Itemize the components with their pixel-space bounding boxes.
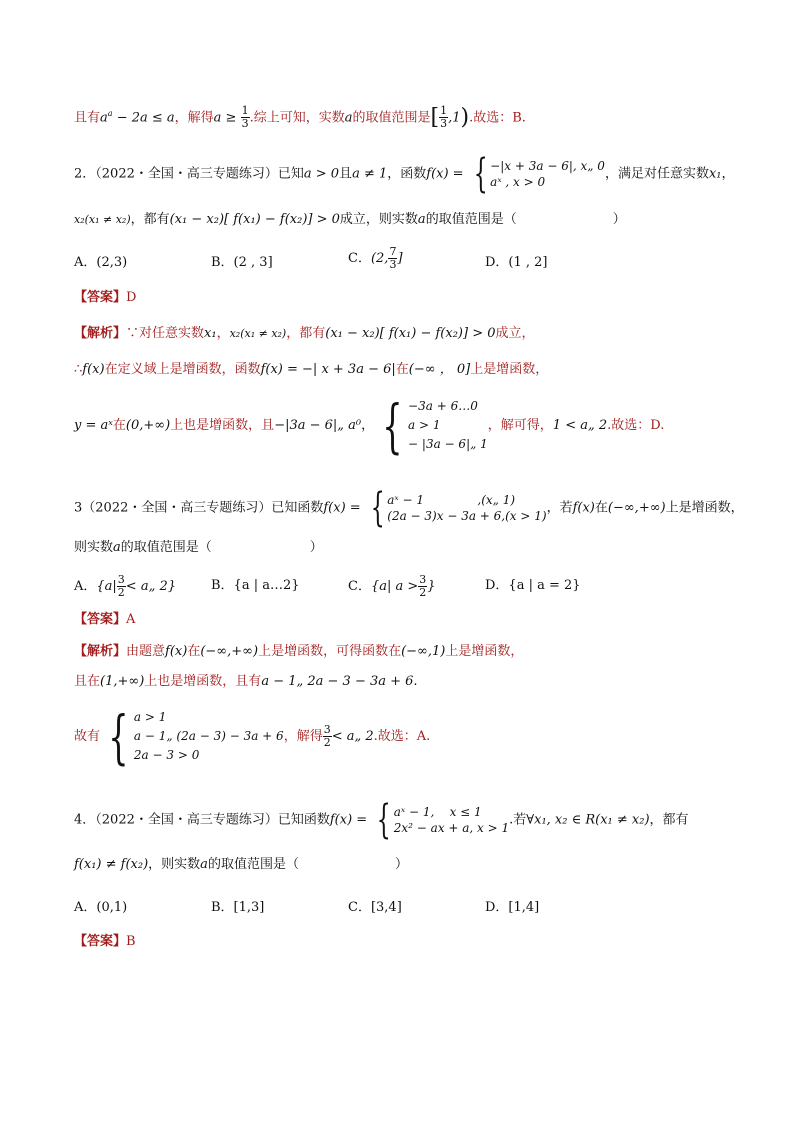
q3-option-a[interactable]: A．{a| $\frac{3}{2}$ < a„ 2}: [74, 573, 176, 599]
text: 上是增函数，: [665, 500, 744, 516]
system: { a > 1 a − 1„ (2a − 3) − 3a + 6 2a − 3 > 0: [108, 702, 284, 771]
option-letter: C．: [348, 251, 371, 266]
text: ，: [721, 166, 735, 182]
text: ∴: [74, 362, 83, 377]
text: ，满足对任意实数: [604, 166, 709, 182]
text: 上是增函数，可得函数在: [258, 644, 402, 659]
math: (2,: [370, 251, 389, 266]
q4-answer: [74, 932, 136, 952]
answer-value: D: [126, 290, 137, 305]
q2-option-d[interactable]: D．(1 , 2]: [485, 255, 548, 270]
q2-solution-line2: [74, 360, 548, 380]
math: x₂(x₁ ≠ x₂): [74, 213, 131, 226]
math: a − 1„ 2a − 3 − 3a + 6: [261, 674, 414, 689]
math: (1,+∞): [100, 674, 145, 689]
fraction: $\frac{3}{2}$: [323, 723, 331, 749]
math: a ≠ 1: [352, 166, 388, 182]
text: ，则实数: [148, 857, 201, 872]
text: ）: [612, 212, 626, 227]
q3-answer: [74, 610, 135, 630]
text: .若: [509, 812, 527, 828]
text: 则实数: [74, 540, 114, 555]
text: 在: [187, 644, 201, 659]
text: 成立，: [495, 326, 535, 341]
math: y = aˣ: [74, 418, 113, 433]
answer-tag: 【答案】: [74, 290, 127, 305]
intro-line: 且有$a^a - 2a \le a$，解得a ≥ $\frac{1}{3}$ .综上可知，实数a的取值范围是[ $\frac{1}{3}$ ,1).故选：B.: [74, 104, 526, 131]
text: ，: [361, 418, 375, 433]
math: a: [200, 857, 208, 872]
q2-option-a[interactable]: A．(2,3): [74, 255, 128, 270]
q4-stem-line2: [74, 855, 408, 875]
math: f(x) = −| x + 3a − 6|: [260, 362, 396, 377]
q3-stem-line2: [74, 538, 323, 558]
solution-tag: 【解析】: [74, 326, 127, 341]
q4-option-c[interactable]: C．[3,4]: [348, 900, 402, 915]
q2-stem-line2: [74, 210, 626, 230]
text: ，若: [546, 500, 573, 516]
text: 且在: [74, 674, 101, 689]
q4-option-d[interactable]: D．[1,4]: [485, 900, 540, 915]
text: ，: [216, 326, 230, 341]
text: 在: [112, 418, 126, 433]
math: ,1: [448, 110, 461, 126]
q3-solution-line2: [74, 672, 418, 692]
math: ∀x₁, x₂ ∈ R(x₁ ≠ x₂): [526, 812, 650, 828]
math: (0,+∞): [125, 418, 171, 433]
piecewise: { aˣ − 1, x ≤ 1 2x² − ax + a, x > 1: [377, 797, 510, 843]
math: a: [344, 110, 353, 126]
q2-option-c[interactable]: [348, 246, 403, 271]
text: 的取值范围是（: [207, 857, 299, 872]
q3-option-d[interactable]: D．{a | a = 2}: [485, 578, 581, 593]
q2-solution-line3: [74, 391, 665, 460]
text: .故选：A.: [373, 729, 431, 744]
text: ∵对任意实数: [126, 326, 205, 341]
piecewise: { −|x + 3a − 6|, x„ 0 aˣ , x > 0: [473, 151, 605, 197]
text: 由题意: [126, 644, 166, 659]
text: 成立，则实数: [339, 212, 418, 227]
math: −|3a − 6|„ a⁰: [274, 418, 362, 433]
piecewise: { aˣ − 1 ,(x„ 1) (2a − 3)x − 3a + 6,(x > 1): [370, 485, 547, 531]
math: (x₁ − x₂)[ f(x₁) − f(x₂)] > 0: [169, 212, 340, 227]
text: 上也是增函数，且有: [144, 674, 262, 689]
text: 的取值范围是: [352, 110, 431, 126]
math: (−∞,1): [401, 644, 446, 659]
math: (x₁ − x₂)[ f(x₁) − f(x₂)] > 0: [325, 326, 496, 341]
q2-answer: [74, 288, 136, 308]
text: ，都有: [286, 326, 326, 341]
q4-option-b[interactable]: B．[1,3]: [211, 900, 265, 915]
answer-tag: 【答案】: [74, 934, 127, 949]
text: ，解可得，: [487, 418, 553, 433]
text: 上是增函数，: [470, 362, 549, 377]
text: 上也是增函数，且: [170, 418, 275, 433]
math: f(x) =: [329, 812, 372, 828]
math: 1 < a„ 2: [552, 418, 608, 433]
math: − 2a ≤ a: [112, 110, 175, 126]
text: ，函数: [387, 166, 427, 182]
text: 且: [339, 166, 353, 182]
text: .故选：B.: [469, 110, 526, 126]
math: f(x) =: [323, 500, 365, 516]
q3-solution-line1: [74, 642, 523, 662]
q2-solution-line1: [74, 324, 535, 344]
math: x₁: [204, 326, 217, 341]
text: 故有: [74, 729, 101, 744]
math: a: [113, 540, 121, 555]
text: 的取值范围是（: [425, 212, 517, 227]
math: < a„ 2: [331, 729, 374, 744]
answer-tag: 【答案】: [74, 612, 127, 627]
q2-option-b[interactable]: B．(2 , 3]: [211, 255, 273, 270]
system: { −3a + 6…0 a > 1 − |3a − 6|„ 1: [382, 391, 488, 460]
q3-option-b[interactable]: B．{a | a…2}: [211, 578, 300, 593]
math: (−∞,+∞): [607, 500, 666, 516]
text: ）: [394, 857, 408, 872]
math: f(x): [572, 500, 595, 516]
fraction: $\frac{3}{2}$: [419, 573, 427, 599]
math: x₂(x₁ ≠ x₂): [229, 327, 287, 340]
math: ]: [397, 251, 403, 266]
answer-value: B: [126, 934, 136, 949]
q3-solution-line3: [74, 702, 431, 771]
math: (−∞,+∞): [200, 644, 259, 659]
text: .综上可知，实数: [249, 110, 345, 126]
text: .: [413, 674, 418, 689]
q3-option-c[interactable]: C．{a| a > $\frac{3}{2}$ }: [348, 573, 436, 599]
fraction: $\frac{1}{3}$: [440, 104, 448, 131]
text: 在: [594, 500, 608, 516]
fraction: $\frac{7}{3}$: [389, 245, 397, 271]
text: ）: [309, 540, 323, 555]
text: ，解得: [283, 729, 323, 744]
text: ，都有: [130, 212, 170, 227]
text: 上是增函数，: [445, 644, 524, 659]
text: ，都有: [649, 812, 689, 828]
math: x₁: [708, 166, 722, 182]
text: 的取值范围是（: [120, 540, 212, 555]
q4-head: 4．（2022・全国・高三专题练习）已知函数: [74, 812, 330, 828]
fraction: $\frac{1}{3}$: [241, 104, 249, 131]
q2-stem-line1: [74, 151, 735, 197]
math: a: [100, 110, 108, 126]
math: f(x): [82, 362, 105, 377]
math: a > 0: [303, 166, 340, 182]
math-sup: a: [107, 109, 113, 118]
text: .故选：D.: [607, 418, 665, 433]
q3-stem-line1: [74, 485, 744, 531]
math: f(x) =: [426, 166, 468, 182]
q4-stem-line1: [74, 797, 689, 843]
math: f(x): [165, 644, 188, 659]
text: 在: [395, 362, 409, 377]
answer-value: A: [126, 612, 136, 627]
q3-head: 3（2022・全国・高三专题练习）已知函数: [74, 500, 324, 516]
fraction: $\frac{3}{2}$: [117, 573, 125, 599]
math: (−∞ ， 0]: [408, 362, 471, 377]
solution-tag: 【解析】: [74, 644, 127, 659]
math: a ≥: [213, 110, 241, 126]
math: a: [417, 212, 426, 227]
q4-option-a[interactable]: A．(0,1): [74, 900, 128, 915]
q2-head: 2．（2022・全国・高三专题练习）已知: [74, 166, 304, 182]
text: ，解得: [174, 110, 214, 126]
text: 在定义域上是增函数，函数: [104, 362, 261, 377]
math: f(x₁) ≠ f(x₂): [74, 857, 149, 872]
intro-text: 且有: [74, 110, 101, 126]
